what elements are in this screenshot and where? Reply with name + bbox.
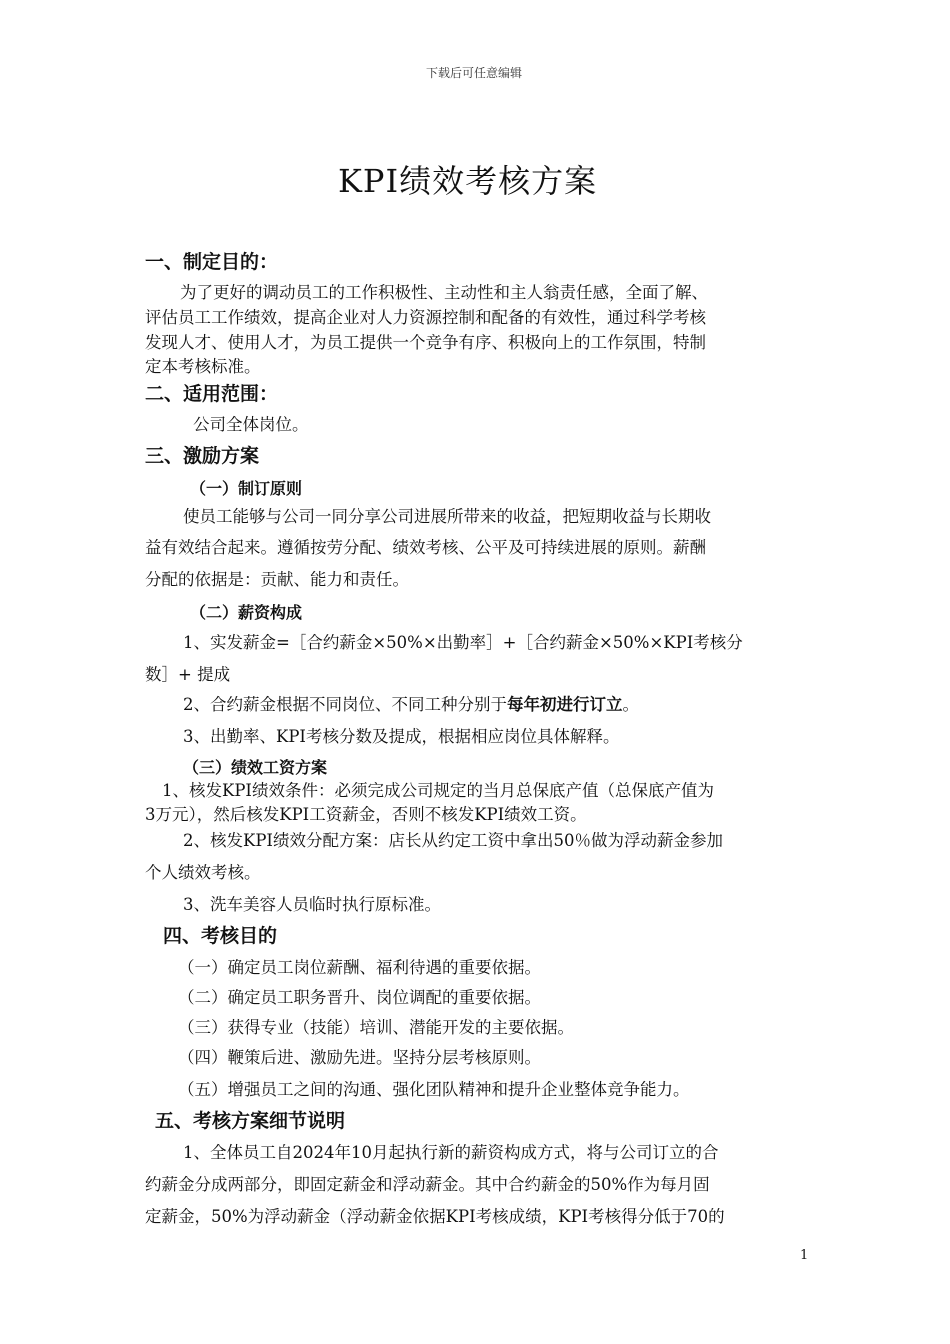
section-5-line: 定薪金，50%为浮动薪金（浮动薪金依据KPI考核成绩，KPI考核得分低于70的 [145, 1207, 725, 1226]
subsection-3-2-line: 3、出勤率、KPI考核分数及提成，根据相应岗位具体解释。 [183, 727, 620, 746]
section-1-line: 发现人才、使用人才，为员工提供一个竞争有序、积极向上的工作氛围，特制 [145, 333, 706, 352]
subsection-3-2-line: 数］+ 提成 [145, 665, 231, 684]
section-4-item: （二）确定员工职务晋升、岗位调配的重要依据。 [178, 988, 541, 1007]
section-2-line: 公司全体岗位。 [193, 415, 309, 434]
section-4-item: （五）增强员工之间的沟通、强化团队精神和提升企业整体竞争能力。 [178, 1080, 690, 1099]
subsection-3-2-heading: （二）薪资构成 [190, 603, 303, 622]
subsection-3-2-line: 1、实发薪金=［合约薪金×50%×出勤率］+［合约薪金×50%×KPI考核分 [183, 633, 743, 652]
section-1-heading: 一、制定目的： [145, 251, 279, 273]
section-5-line: 1、全体员工自2024年10月起执行新的薪资构成方式，将与公司订立的合 [183, 1143, 719, 1162]
subsection-3-3-line: 个人绩效考核。 [145, 863, 261, 882]
section-1-line: 评估员工工作绩效，提高企业对人力资源控制和配备的有效性，通过科学考核 [145, 308, 706, 327]
subsection-3-1-line: 使员工能够与公司一同分享公司进展所带来的收益，把短期收益与长期收 [183, 507, 711, 526]
subsection-3-1-line: 益有效结合起来。遵循按劳分配、绩效考核、公平及可持续进展的原则。薪酬 [145, 538, 706, 557]
section-5-line: 约薪金分成两部分，即固定薪金和浮动薪金。其中合约薪金的50%作为每月固 [145, 1175, 710, 1194]
subsection-3-3-line: 2、核发KPI绩效分配方案：店长从约定工资中拿出50％做为浮动薪金参加 [183, 831, 723, 850]
page-number: 1 [800, 1248, 809, 1263]
subsection-3-3-line: 3、洗车美容人员临时执行原标准。 [183, 895, 441, 914]
section-4-item: （四）鞭策后进、激励先进。坚持分层考核原则。 [178, 1048, 541, 1067]
subsection-3-1-heading: （一）制订原则 [190, 479, 303, 498]
section-1-line: 为了更好的调动员工的工作积极性、主动性和主人翁责任感，全面了解、 [180, 283, 708, 302]
subsection-3-3-line: 1、核发KPI绩效条件：必须完成公司规定的当月总保底产值（总保底产值为 [162, 781, 714, 800]
subsection-3-1-line: 分配的依据是：贡献、能力和责任。 [145, 570, 409, 589]
section-5-heading: 五、考核方案细节说明 [155, 1110, 346, 1132]
subsection-3-3-line: 3万元），然后核发KPI工资薪金，否则不核发KPI绩效工资。 [145, 805, 587, 824]
section-4-item: （一）确定员工岗位薪酬、福利待遇的重要依据。 [178, 958, 541, 977]
page-header-note: 下载后可任意编辑 [426, 66, 523, 80]
section-1-line: 定本考核标准。 [145, 357, 261, 376]
subsection-3-2-line: 2、合约薪金根据不同岗位、不同工种分别于每年初进行订立。 [183, 695, 639, 714]
emphasis-text: 每年初进行订立 [507, 695, 623, 714]
section-4-heading: 四、考核目的 [163, 925, 278, 947]
section-2-heading: 二、适用范围： [145, 383, 279, 405]
subsection-3-3-heading: （三）绩效工资方案 [183, 758, 328, 777]
section-3-heading: 三、激励方案 [145, 445, 260, 467]
section-4-item: （三）获得专业（技能）培训、潜能开发的主要依据。 [178, 1018, 574, 1037]
document-title: KPI绩效考核方案 [338, 162, 598, 200]
